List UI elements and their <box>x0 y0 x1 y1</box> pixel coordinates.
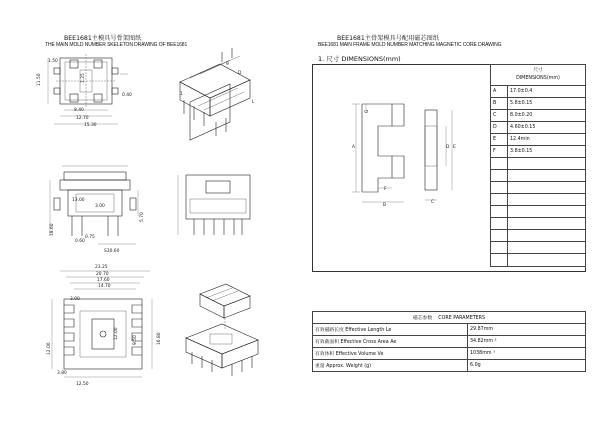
dimension-key: F <box>491 146 508 158</box>
parameter-row <box>313 324 586 336</box>
dimension-row <box>491 122 586 134</box>
dim-label: 5.70 <box>140 212 145 222</box>
dim-label: 11.50 <box>37 73 42 86</box>
left-title-en: THE MAIN MOLD NUMBER SKELETON DRAWING OF BEE1681 <box>45 42 188 48</box>
dimension-key: E <box>491 134 508 146</box>
core-label: C <box>431 200 435 205</box>
parameter-label: 有效磁路长度 Effective Length Le <box>313 324 468 336</box>
dimension-row <box>491 86 586 98</box>
iso-label: D <box>238 71 242 76</box>
dim-label: 18.60 <box>50 223 55 236</box>
right-title-cn: BEE1681主骨架模具号配用磁芯图纸 <box>337 35 440 42</box>
dim-label: 0.75 <box>85 235 95 240</box>
dim-label: S30.60 <box>104 249 120 254</box>
core-parameters-table <box>312 311 586 372</box>
iso-label: 1 <box>180 92 183 97</box>
parameter-value: 6.0g <box>468 360 586 372</box>
dim-header-en: DIMENSIONS(mm) <box>516 76 560 81</box>
empty-row <box>491 158 586 170</box>
section-title: 1. 尺寸 DIMENSIONS(mm) <box>318 55 401 63</box>
dim-label: 14.70 <box>98 284 111 289</box>
dim-label: 0.40 <box>122 93 132 98</box>
parameter-label: 重量 Approx. Weight (g) <box>313 360 468 372</box>
core-label: G <box>365 109 370 113</box>
parameter-row <box>313 336 586 348</box>
dimension-row <box>491 146 586 158</box>
parameter-label: 有效截面积 Effective Cross Area Ae <box>313 336 468 348</box>
params-header-en: CORE PARAMETERS <box>438 316 486 321</box>
dim-label: 20.70 <box>96 272 109 277</box>
empty-row <box>491 206 586 218</box>
core-label: D <box>446 145 450 150</box>
dim-label: 12.00 <box>47 342 52 355</box>
core-label: B <box>383 203 387 208</box>
dim-label: 23.25 <box>95 265 108 270</box>
parameter-value: 34.82mm ² <box>468 336 586 348</box>
core-label: A <box>352 145 356 150</box>
dimensions-table <box>490 64 586 267</box>
dimension-key: D <box>491 122 508 134</box>
dimension-value: 8.0±0.20 <box>508 110 586 122</box>
dimension-row <box>491 110 586 122</box>
dim-label: 0.60 <box>75 239 85 244</box>
core-label: E <box>453 145 456 150</box>
dimension-value: 4.60±0.15 <box>508 122 586 134</box>
params-header-cn: 磁芯参数 <box>412 316 433 321</box>
dimension-key: B <box>491 98 508 110</box>
parameter-value: 1038mm ³ <box>468 348 586 360</box>
dim-label: 16.80 <box>157 332 162 345</box>
dimension-key: A <box>491 86 508 98</box>
dimension-value: 3.8±0.15 <box>508 146 586 158</box>
empty-row <box>491 170 586 182</box>
parameter-label: 有效体积 Effective Volume Ve <box>313 348 468 360</box>
dim-header-cn: 尺寸 <box>533 68 543 73</box>
parameter-row <box>313 348 586 360</box>
iso-label: 9 <box>226 62 229 67</box>
dimension-row <box>491 134 586 146</box>
dim-label: 13.00 <box>72 198 85 203</box>
core-parameters-header <box>313 312 586 324</box>
dim-label: 12.50 <box>76 382 89 387</box>
parameter-value: 29.87mm <box>468 324 586 336</box>
left-title-cn: BEE1681主模具号骨架图纸 <box>64 35 142 42</box>
core-label: F <box>384 187 387 192</box>
dimension-value: 5.8±0.15 <box>508 98 586 110</box>
dim-label: 3.80 <box>57 371 67 376</box>
dim-label: 3.00 <box>70 297 80 302</box>
dim-label: 17.60 <box>97 278 110 283</box>
empty-row <box>491 182 586 194</box>
dimensions-table-header <box>491 65 586 86</box>
dimension-value: 12.4min <box>508 134 586 146</box>
empty-row <box>491 254 586 267</box>
dim-label: 3.00 <box>95 204 105 209</box>
empty-row <box>491 230 586 242</box>
dim-label: 12.00 <box>114 327 119 340</box>
dimension-row <box>491 98 586 110</box>
iso-label: L <box>252 100 255 105</box>
right-title-en: BEE1681 MAIN FRAME MOLD NUMBER MATCHING MAGNETIC CORE DRAWING <box>318 42 502 48</box>
dim-label: 15.30 <box>84 123 97 128</box>
dimension-value: 17.0±0.4 <box>508 86 586 98</box>
dimension-key: C <box>491 110 508 122</box>
empty-row <box>491 242 586 254</box>
parameter-row <box>313 360 586 372</box>
empty-row <box>491 194 586 206</box>
dim-label: 9.50 <box>133 335 138 345</box>
dim-label: 8.40 <box>74 108 84 113</box>
dim-label: 1.50 <box>48 59 58 64</box>
empty-row <box>491 218 586 230</box>
dim-label: 12.70 <box>76 116 89 121</box>
dim-label: 1.25 <box>81 73 86 83</box>
